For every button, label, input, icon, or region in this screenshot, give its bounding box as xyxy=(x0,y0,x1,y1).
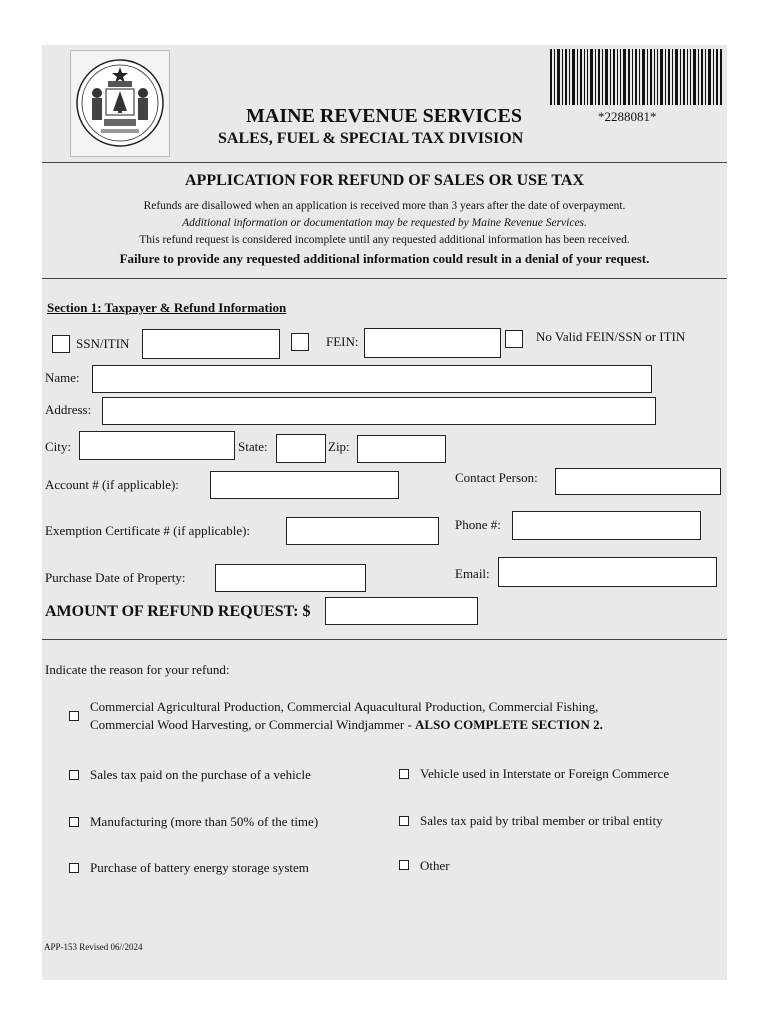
city-label: City: xyxy=(45,439,72,454)
reason-tribal-checkbox[interactable] xyxy=(399,816,409,826)
reason-vehicle-label: Sales tax paid on the purchase of a vehicle xyxy=(90,767,311,782)
ssn-input[interactable] xyxy=(142,329,280,359)
refund-amount-input[interactable] xyxy=(325,597,478,625)
reason-battery-checkbox[interactable] xyxy=(69,863,79,873)
reason-vehicle-checkbox[interactable] xyxy=(69,770,79,780)
purchase-date-input[interactable] xyxy=(215,564,366,592)
section-1-heading: Section 1: Taxpayer & Refund Information xyxy=(47,300,287,315)
fein-label: FEIN: xyxy=(326,334,359,349)
email-label: Email: xyxy=(455,566,490,581)
reason-commercial-checkbox[interactable] xyxy=(69,711,79,721)
phone-input[interactable] xyxy=(512,511,701,540)
state-seal xyxy=(70,50,170,157)
ssn-checkbox[interactable] xyxy=(52,335,70,353)
phone-label: Phone #: xyxy=(455,517,501,532)
no-valid-id-checkbox[interactable] xyxy=(505,330,523,348)
ssn-label: SSN/ITIN xyxy=(76,336,130,351)
reason-other-label: Other xyxy=(420,858,450,873)
divider xyxy=(42,639,727,640)
fein-checkbox[interactable] xyxy=(291,333,309,351)
reason-manufacturing-checkbox[interactable] xyxy=(69,817,79,827)
form-id: APP-153 Revised 06//2024 xyxy=(44,942,143,952)
notice-line: Refunds are disallowed when an application is received more than 3 years after the date of overpayment. xyxy=(143,200,626,212)
notice-line: Additional information or documentation may be requested by Maine Revenue Services. xyxy=(182,217,587,229)
state-label: State: xyxy=(238,439,268,454)
contact-input[interactable] xyxy=(555,468,721,495)
form-title: APPLICATION FOR REFUND OF SALES OR USE TAX xyxy=(184,172,584,189)
agency-name: MAINE REVENUE SERVICES xyxy=(246,105,523,127)
city-input[interactable] xyxy=(79,431,235,460)
name-label: Name: xyxy=(45,370,80,385)
zip-input[interactable] xyxy=(357,435,446,463)
contact-label: Contact Person: xyxy=(455,470,538,485)
address-label: Address: xyxy=(45,402,92,417)
address-input[interactable] xyxy=(102,397,656,425)
name-input[interactable] xyxy=(92,365,652,393)
exemption-input[interactable] xyxy=(286,517,439,545)
reason-commercial-label-line2: Commercial Wood Harvesting, or Commercial Windjammer - ALSO COMPLETE SECTION 2. xyxy=(90,717,603,732)
account-input[interactable] xyxy=(210,471,399,499)
notice-warning: Failure to provide any requested additional information could result in a denial of your request. xyxy=(119,251,650,266)
reason-tribal-label: Sales tax paid by tribal member or tribal entity xyxy=(420,813,663,828)
barcode-number: *2288081* xyxy=(598,109,657,124)
email-input[interactable] xyxy=(498,557,717,587)
reason-commercial-label: Commercial Agricultural Production, Commercial Aquacultural Production, Commercial Fishing, xyxy=(90,699,599,714)
reason-battery-label: Purchase of battery energy storage system xyxy=(90,860,309,875)
exemption-label: Exemption Certificate # (if applicable): xyxy=(45,523,251,538)
reason-interstate-checkbox[interactable] xyxy=(399,769,409,779)
refund-application-form xyxy=(42,45,727,980)
account-label: Account # (if applicable): xyxy=(45,477,179,492)
division-name: SALES, FUEL & SPECIAL TAX DIVISION xyxy=(218,130,524,147)
divider xyxy=(42,278,727,279)
reason-interstate-label: Vehicle used in Interstate or Foreign Commerce xyxy=(420,766,670,781)
reason-manufacturing-label: Manufacturing (more than 50% of the time) xyxy=(90,814,319,829)
no-valid-id-label: No Valid FEIN/SSN or ITIN xyxy=(536,329,686,344)
purchase-date-label: Purchase Date of Property: xyxy=(45,570,186,585)
reason-prompt: Indicate the reason for your refund: xyxy=(45,662,230,677)
state-input[interactable] xyxy=(276,434,326,463)
reason-other-checkbox[interactable] xyxy=(399,860,409,870)
divider xyxy=(42,162,727,163)
fein-input[interactable] xyxy=(364,328,501,358)
notice-line: This refund request is considered incomplete until any requested additional information has been received. xyxy=(139,234,630,246)
barcode xyxy=(550,49,722,105)
refund-amount-label: AMOUNT OF REFUND REQUEST: $ xyxy=(45,603,311,620)
zip-label: Zip: xyxy=(328,439,350,454)
